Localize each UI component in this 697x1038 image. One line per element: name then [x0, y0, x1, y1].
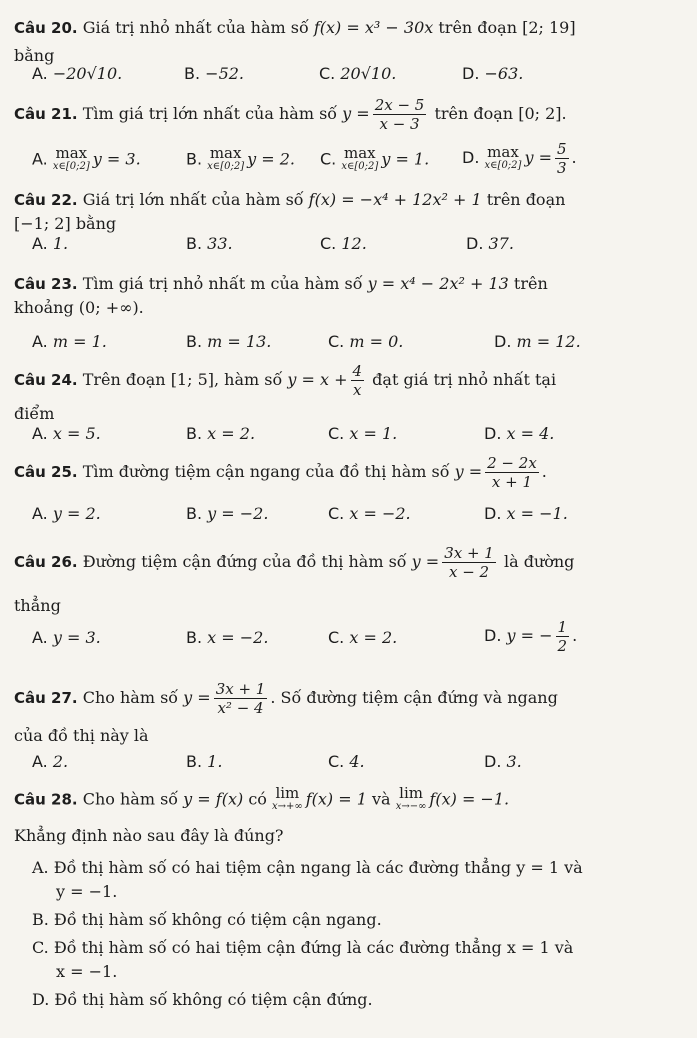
question-stem: Đường tiệm cận đứng của đồ thị hàm số [82, 552, 407, 571]
option-b[interactable]: B. 1. [186, 752, 223, 771]
limit-minus-inf: lim x→−∞ [395, 784, 427, 812]
option-b[interactable]: B. Đồ thị hàm số không có tiệm cận ngang. [32, 910, 382, 929]
option-d[interactable]: D. 37. [466, 234, 514, 253]
question-label: Câu 23. [14, 275, 78, 293]
option-c[interactable]: C. x = −2. [328, 504, 411, 523]
question-stem: Tìm giá trị nhỏ nhất m của hàm số [82, 274, 363, 293]
question-stem: Cho hàm số [82, 688, 179, 707]
option-c[interactable]: C. max x∈[0;2] y = 1. [320, 144, 430, 172]
option-d[interactable]: D. −63. [462, 64, 524, 83]
fraction: $\frac{3x + 1}{\text{x² − 4}}$ [215, 680, 266, 717]
question-label: Câu 22. [14, 191, 78, 209]
question-stem-cont: [−1; 2] bằng [14, 214, 117, 233]
option-b[interactable]: B. 33. [186, 234, 233, 253]
question-stem-cont: của đồ thị này là [14, 726, 149, 745]
limit-plus-inf: lim x→+∞ [272, 784, 303, 812]
option-d[interactable]: D. m = 12. [494, 332, 581, 351]
option-a[interactable]: A. max x∈[0;2] y = 3. [32, 144, 141, 172]
option-b[interactable]: B. −52. [184, 64, 245, 83]
option-d[interactable]: D. 3. [484, 752, 522, 771]
option-a[interactable]: A. y = 2. [32, 504, 101, 523]
fraction: $\frac{4}{x}$ [352, 362, 363, 399]
option-c[interactable]: C. 20√10. [319, 64, 397, 83]
option-b[interactable]: B. x = 2. [186, 424, 256, 443]
option-c[interactable]: C. 4. [328, 752, 365, 771]
option-d[interactable]: D. y = − $\frac{1}{2}$ . [484, 618, 578, 655]
question-stem-cont: trên đoạn [2; 19] [438, 18, 576, 37]
question-stem-cont: điểm [14, 404, 55, 423]
question-stem: Cho hàm số [82, 789, 179, 809]
question-stem-cont: là đường [503, 552, 575, 571]
question-stem: Tìm đường tiệm cận ngang của đồ thị hàm số [82, 462, 450, 481]
question-stem: Giá trị nhỏ nhất của hàm số [82, 18, 309, 37]
exam-page: Câu 20. Giá trị nhỏ nhất của hàm số f(x) = x³ − 30x trên đoạn [2; 19] bằng A. −20√10. B. −52. C. 20√10. D. −63. Câu 21. Tìm giá trị lớn nhất của hàm số y = $\frac{2x - 5}{x - 3}$ trên đoạn [0; 2]. A. max x∈[0;2] y = 3. B. max x∈[0;2] y = 2. C. max x∈[0;2] y = 1. D. max x∈[0;2] y = $\frac{5}{3}$ . Câu 22. Giá trị lớn nhất của hàm số f(x) = −x⁴ + 12x² + 1 trên đoạn [−1; 2] bằng A. 1. B. 33. C. 12. D. 37. Câu 23. Tìm giá trị nhỏ nhất m của hàm số y = x⁴ − 2x² + 13 trên khoảng (0; +∞). A. m = 1. B. m = 13. C. m = 0. D. m = 12. Câu 24. Trên đoạn [1; 5], hàm số y = x + $\frac{4}{x}$ đạt giá trị nhỏ nhất tại điểm A. x = 5. B. x = 2. C. x = 1. D. x = 4. Câu 25. Tìm đường tiệm cận ngang của đồ thị hàm số y = $\frac{2 - 2x}{x + 1}$ . A. y = 2. B. y = −2. C. x = −2. D. x = −1. Câu 26. Đường tiệm cận đứng của đồ thị hàm số y = $\frac{3x + 1}{x - 2}$ là đường thẳng A. y = 3. B. x = −2. C. x = 2. D. y = − $\frac{1}{2}$ . Câu 27. Cho hàm số y = $\frac{3x + 1}{\text{x² − 4}}$ . Số đường tiệm cận đứng và ngang của đồ thị này là A. 2. B. 1. C. 4. D. 3. Câu 28. Cho hàm số y = f(x) có lim x→+∞ f(x) = 1 và lim x→−∞ f(x) = −1. Khẳng định nào sau đây là đúng? A. Đồ thị hàm số có hai tiệm cận ngang là các đường thẳng y = 1 và y = −1. B. Đồ thị hàm số không có tiệm cận ngang. C. Đồ thị hàm số có hai tiệm cận đứng là các đường thẳng x = 1 và x = −1. D. Đồ thị hàm số không có tiệm cận đứng. [14, 18, 583, 1009]
function-expr: f(x) = x³ − 30x [313, 18, 434, 37]
question-label: Câu 27. [14, 689, 78, 707]
question-label: Câu 28. [14, 790, 78, 809]
function-expr: y = x⁴ − 2x² + 13 [367, 274, 509, 293]
question-stem-cont: bằng [14, 46, 55, 65]
option-a[interactable]: A. 1. [32, 234, 69, 253]
question-label: Câu 20. [14, 19, 78, 37]
option-a[interactable]: A. x = 5. [32, 424, 101, 443]
option-d[interactable]: D. x = 4. [484, 424, 555, 443]
question-stem: Trên đoạn [1; 5], hàm số [82, 370, 283, 389]
option-a[interactable]: A. 2. [32, 752, 69, 771]
option-d[interactable]: D. x = −1. [484, 504, 568, 523]
question-label: Câu 26. [14, 553, 78, 571]
question-label: Câu 25. [14, 463, 78, 481]
option-d[interactable]: D. max x∈[0;2] y = $\frac{5}{3}$ . [462, 140, 577, 177]
question-stem-cont: Khẳng định nào sau đây là đúng? [14, 826, 284, 845]
option-c[interactable]: C. m = 0. [328, 332, 404, 351]
function-expr: f(x) = −x⁴ + 12x² + 1 [308, 190, 482, 209]
question-stem-cont: trên đoạn [486, 190, 566, 209]
fraction: $\frac{2 - 2x}{x + 1}$ [487, 454, 537, 491]
question-label: Câu 21. [14, 105, 78, 123]
option-a[interactable]: A. m = 1. [32, 332, 107, 351]
option-c[interactable]: C. x = 2. [328, 628, 398, 647]
option-d[interactable]: D. Đồ thị hàm số không có tiệm cận đứng. [32, 990, 373, 1009]
option-c[interactable]: C. Đồ thị hàm số có hai tiệm cận đứng là các đường thẳng x = 1 và [32, 938, 574, 957]
question-stem-cont: trên đoạn [0; 2]. [434, 104, 567, 123]
question-stem-cont: thẳng [14, 596, 61, 615]
option-c[interactable]: C. x = 1. [328, 424, 398, 443]
question-stem-cont: khoảng (0; +∞). [14, 298, 144, 317]
option-a[interactable]: A. −20√10. [32, 64, 123, 83]
option-b[interactable]: B. y = −2. [186, 504, 269, 523]
question-stem-cont: trên [513, 274, 548, 293]
question-stem: Giá trị lớn nhất của hàm số [82, 190, 304, 209]
option-a[interactable]: A. Đồ thị hàm số có hai tiệm cận ngang là các đường thẳng y = 1 và [32, 858, 583, 877]
option-c-cont[interactable]: x = −1. [56, 962, 118, 981]
question-stem-cont: . Số đường tiệm cận đứng và ngang [270, 688, 558, 707]
question-stem: Tìm giá trị lớn nhất của hàm số [82, 104, 338, 123]
option-b[interactable]: B. m = 13. [186, 332, 272, 351]
option-b[interactable]: B. max x∈[0;2] y = 2. [186, 144, 295, 172]
option-c[interactable]: C. 12. [320, 234, 367, 253]
fraction: $\frac{3x + 1}{x - 2}$ [444, 544, 494, 581]
option-b[interactable]: B. x = −2. [186, 628, 269, 647]
option-a[interactable]: A. y = 3. [32, 628, 101, 647]
fraction: $\frac{2x - 5}{x - 3}$ [374, 96, 425, 133]
question-stem-cont: đạt giá trị nhỏ nhất tại [372, 370, 557, 389]
question-label: Câu 24. [14, 371, 78, 389]
option-a-cont[interactable]: y = −1. [56, 882, 118, 901]
